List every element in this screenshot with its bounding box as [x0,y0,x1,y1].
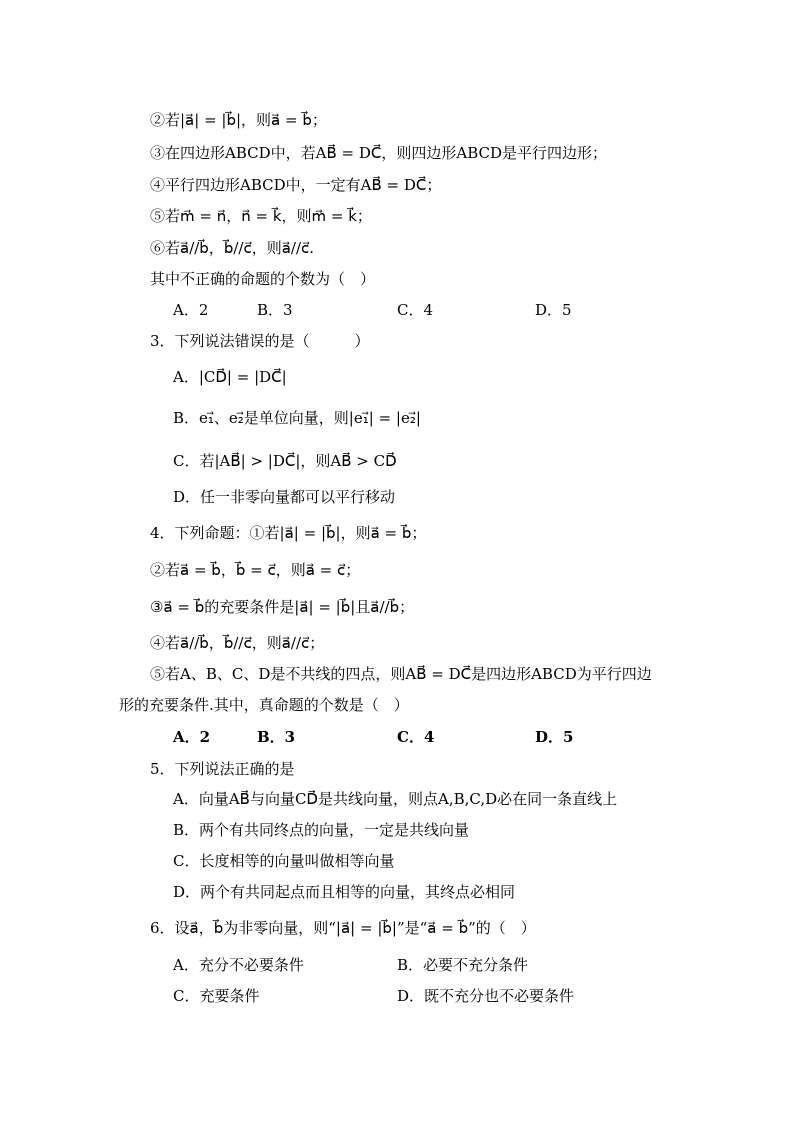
question-3-option-c: C．若|AB⃗| > |DC⃗|，则AB⃗ > CD⃗ [173,452,397,470]
question-3-option-d: D．任一非零向量都可以平行移动 [173,488,396,506]
question-4-stem: 4．下列命题：①若|a⃗| = |b⃗|，则a⃗ = b⃗； [150,524,427,542]
proposition-3: ③在四边形ABCD中，若AB⃗ = DC⃗，则四边形ABCD是平行四边形； [150,144,608,162]
option-b: B．必要不充分条件 [397,956,529,974]
question-5-option-c: C．长度相等的向量叫做相等向量 [173,852,395,870]
question-4-item-3: ③a⃗ = b⃗的充要条件是|a⃗| = |b⃗|且a⃗//b⃗； [150,598,415,616]
question-2-options [0,300,794,320]
option-c: C．充要条件 [173,987,260,1005]
proposition-6: ⑥若a⃗//b⃗，b⃗//c⃗，则a⃗//c⃗. [150,239,315,257]
option-a: A．2 [173,301,209,319]
question-2-prompt: 其中不正确的命题的个数为（ ） [150,270,376,288]
question-4-continuation: 形的充要条件.其中，真命题的个数是（ ） [119,696,409,714]
option-b: B．3 [257,301,293,319]
question-4-options [0,727,794,747]
question-3-option-b: B．e₁⃗、e₂⃗是单位向量，则|e₁⃗| = |e₂⃗| [173,409,421,427]
proposition-4: ④平行四边形ABCD中，一定有AB⃗ = DC⃗； [150,176,442,194]
question-4-item-2: ②若a⃗ = b⃗，b⃗ = c⃗，则a⃗ = c⃗； [150,561,361,579]
option-d: D．既不充分也不必要条件 [397,987,575,1005]
option-c: C．4 [397,301,434,319]
question-4-item-4: ④若a⃗//b⃗，b⃗//c⃗，则a⃗//c⃗； [150,634,325,652]
question-6-options-row-2 [0,986,794,1006]
proposition-5: ⑤若m⃗ = n⃗，n⃗ = k⃗，则m⃗ = k⃗； [150,207,372,225]
question-4-item-5: ⑤若A、B、C、D是不共线的四点，则AB⃗ = DC⃗是四边形ABCD为平行四边 [150,665,652,683]
question-5-option-d: D．两个有共同起点而且相等的向量，其终点必相同 [173,883,516,901]
option-a: A．充分不必要条件 [173,956,304,974]
question-5-option-b: B．两个有共同终点的向量，一定是共线向量 [173,821,470,839]
question-5-stem: 5．下列说法正确的是 [150,760,295,778]
question-6-stem: 6．设a⃗，b⃗为非零向量，则“|a⃗| = |b⃗|”是“a⃗ = b⃗”的（ ） [150,919,536,937]
question-3-stem: 3．下列说法错误的是（ ） [150,332,370,350]
option-b: B．3 [257,728,296,746]
question-3-option-a: A．|CD⃗| = |DC⃗| [173,368,287,386]
question-6-options-row-1 [0,955,794,975]
option-d: D．5 [535,301,572,319]
proposition-2: ②若|a⃗| = |b⃗|，则a⃗ = b⃗； [150,111,327,129]
option-d: D．5 [535,728,574,746]
option-c: C．4 [397,728,435,746]
option-a: A．2 [173,728,211,746]
question-5-option-a: A．向量AB⃗与向量CD⃗是共线向量，则点A,B,C,D必在同一条直线上 [173,790,618,808]
